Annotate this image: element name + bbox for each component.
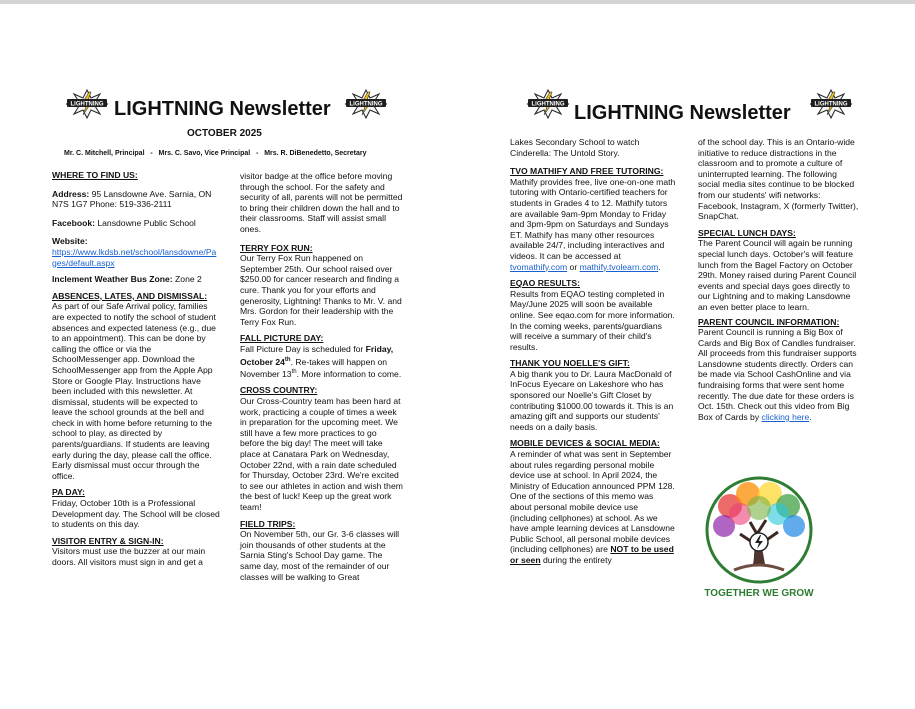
tvomathify-link[interactable]: tvomathify.com (510, 261, 568, 272)
newsletter-title: LIGHTNING Newsletter (114, 98, 331, 120)
lightning-logo-icon (343, 88, 389, 120)
section-heading-pa-day: PA DAY: (52, 487, 85, 498)
address-text: Address: 95 Lansdowne Ave. Sarnia, ON N7S 1G7 Phone: 519-336-2111 (52, 188, 212, 210)
lightning-logo-icon (64, 88, 110, 120)
svg-text:LIGHTNING: LIGHTNING (70, 101, 104, 108)
section-heading-noelle: THANK YOU NOELLE'S GIFT: (510, 358, 630, 369)
absences-text: As part of our Safe Arrival policy, families are expected to notify the school of student absences and expected lateness (e.g., due to an appointment). This can be done by calling the office or via the SchoolMessenger app. Download the SchoolMessenger app from the Apple App Store or Google Play. Instructions have been included with this newsletter. At dismissal, students will be expected to leave the school grounds at the bell and check in with home before returning to the school to play, as directed by parents/guardians. If students are leaving early during the day, please call the office. Early dismissal must occur through the office. (52, 301, 216, 481)
lightning-logo-icon (808, 88, 854, 120)
mobile-text: A reminder of what was sent in September about rules regarding personal mobile device use at school. In April 2024, the Ministry of Education announced PPM 128. One of the sections of this memo was about personal mobile device use (including cellphones) at school. As we have ample learning devices at Lansdowne Public School, all personal mobile devices (including cellphones) are NOT to be used or seen during the entirety (510, 449, 675, 565)
lunch-text: The Parent Council will again be running special lunch days. October's will feature lunch from the Bagel Factory on October 29th. Money raised during Parent Council events and special days goes directly to our Lightning and to making Lansdowne an even better place to learn. (698, 238, 857, 312)
clicking-here-link[interactable]: clicking here (761, 411, 810, 422)
terry-fox-text: Our Terry Fox Run happened on September 25th. Our school raised over $250.00 for cancer research and finding a cure. Thank you for your efforts and generosity, Lightning! Thanks to Mr. V. and Mrs. Gordon for their leadership with the Terry Fox Run. (240, 253, 402, 327)
staff-line: Mr. C. Mitchell, Principal - Mrs. C. Savo, Vice Principal - Mrs. R. DiBenedetto, Secretary (64, 150, 367, 157)
section-heading-absences: ABSENCES, LATES, AND DISMISSAL: (52, 290, 208, 301)
section-heading-cross-country: CROSS COUNTRY: (240, 385, 318, 396)
right-column-1 (510, 137, 676, 570)
section-heading-tvo-mathify: TVO MATHIFY AND FREE TUTORING: (510, 166, 664, 177)
left-column-1 (52, 167, 220, 572)
fall-picture-text: Fall Picture Day is scheduled for Friday, October 24th. Re-takes will happen on November 13th. More information to come. (240, 343, 402, 379)
bus-zone-text: Inclement Weather Bus Zone: Zone 2 (52, 274, 202, 285)
left-column-2 (240, 171, 403, 586)
pa-day-text: Friday, October 10th is a Professional Development day. The School will be closed to students on this day. (52, 498, 220, 530)
tree-caption: TOGETHER WE GROW (704, 588, 814, 599)
parent-council-text: Parent Council is running a Big Box of Cards and Big Box of Candles fundraiser. All proceeds from this fundraiser supports Lansdowne students directly. Orders can be made via School CashOnline and via fundraising forms that were sent home recently. The due date for these orders is Oct. 15th. Check out this video from Big Box of Cards by clicking here. (698, 327, 857, 422)
newsletter-page-right (457, 4, 915, 709)
website-link[interactable]: https://www.lkdsb.net/school/lansdowne/Pages/default.aspx (52, 246, 217, 268)
section-heading-lunch: SPECIAL LUNCH DAYS: (698, 227, 796, 238)
visitor-text: Visitors must use the buzzer at our main doors. All visitors must sign in and get a (52, 546, 206, 567)
section-heading-where: WHERE TO FIND US: (52, 170, 138, 180)
eqao-text: Results from EQAO testing completed in May/June 2025 will soon be available online. See eqao.com for more information. In the coming weeks, parents/guardians will receive a summary of their child's results. (510, 288, 675, 352)
cross-country-text: Our Cross-Country team has been hard at work, practicing a couple of times a week in preparation for the upcoming meet. We still have a few more practices to go before the big day! The meet will take place at Canatara Park on Wednesday, October 22nd, with a rain date scheduled for Thursday, October 23rd. We're excited to see our athletes in action and wish them the best of luck! Keep up the great work team! (240, 396, 403, 512)
section-heading-terry-fox: TERRY FOX RUN: (240, 242, 313, 253)
facebook-text: Facebook: Lansdowne Public School (52, 217, 196, 228)
noelle-text: A big thank you to Dr. Laura MacDonald of InFocus Eyecare on Lakeshore who has sponsored our Noelle's Gift Closet by contributing $1000.00 towards it. This is an amazing gift and supports our students' needs on a daily basis. (510, 368, 674, 432)
svg-text:LIGHTNING: LIGHTNING (349, 101, 383, 108)
field-trips-text: On November 5th, our Gr. 3-6 classes will join thousands of other students at the Sarnia Sting's School Day game. The same day, most of the remainder of our classes will be walking to Great (240, 529, 400, 582)
tvo-mathify-text: Mathify provides free, live one-on-one math tutoring with Ontario-certified teachers for students in Grades 4 to 12. Mathify tutors are available 9am-9pm Monday to Friday and 3pm-9pm on Saturdays and Sundays ET. Mathify has many other resources available 24/7, including interactives and videos. It can be accessed at tvomathify.com or mathify.tvolearn.com. (510, 176, 676, 272)
field-trips-text-continued: Lakes Secondary School to watch Cinderella: The Untold Story. (510, 137, 640, 158)
website-label: Website: (52, 236, 88, 247)
newsletter-date: OCTOBER 2025 (187, 128, 262, 139)
lightning-logo-icon (525, 88, 571, 120)
newsletter-page-left (0, 4, 457, 709)
mobile-text-continued: of the school day. This is an Ontario-wide initiative to reduce distractions in the classroom and to promote a culture of uninterrupted learning. The following social media sites continue to be blocked from our students' wifi networks: Facebook, Instagram, X (formerly Twitter), SnapChat. (698, 137, 859, 222)
section-heading-field-trips: FIELD TRIPS: (240, 518, 296, 529)
mathify-tvolearn-link[interactable]: mathify.tvolearn.com (579, 261, 659, 272)
svg-text:LIGHTNING: LIGHTNING (531, 101, 565, 108)
section-heading-eqao: EQAO RESULTS: (510, 278, 581, 289)
section-heading-fall-picture: FALL PICTURE DAY: (240, 333, 324, 344)
right-column-2 (698, 137, 861, 426)
section-heading-parent-council: PARENT COUNCIL INFORMATION: (698, 316, 840, 327)
svg-text:LIGHTNING: LIGHTNING (814, 101, 848, 108)
together-we-grow-tree-logo (700, 472, 818, 610)
section-heading-visitor: VISITOR ENTRY & SIGN-IN: (52, 535, 164, 546)
visitor-text-continued: visitor badge at the office before moving through the school. For the safety and security of all, parents will not be permitted to bring their children down the hall and to their classrooms. Staff will assist small ones. (240, 171, 403, 234)
section-heading-mobile: MOBILE DEVICES & SOCIAL MEDIA: (510, 438, 660, 449)
newsletter-title: LIGHTNING Newsletter (574, 102, 791, 124)
